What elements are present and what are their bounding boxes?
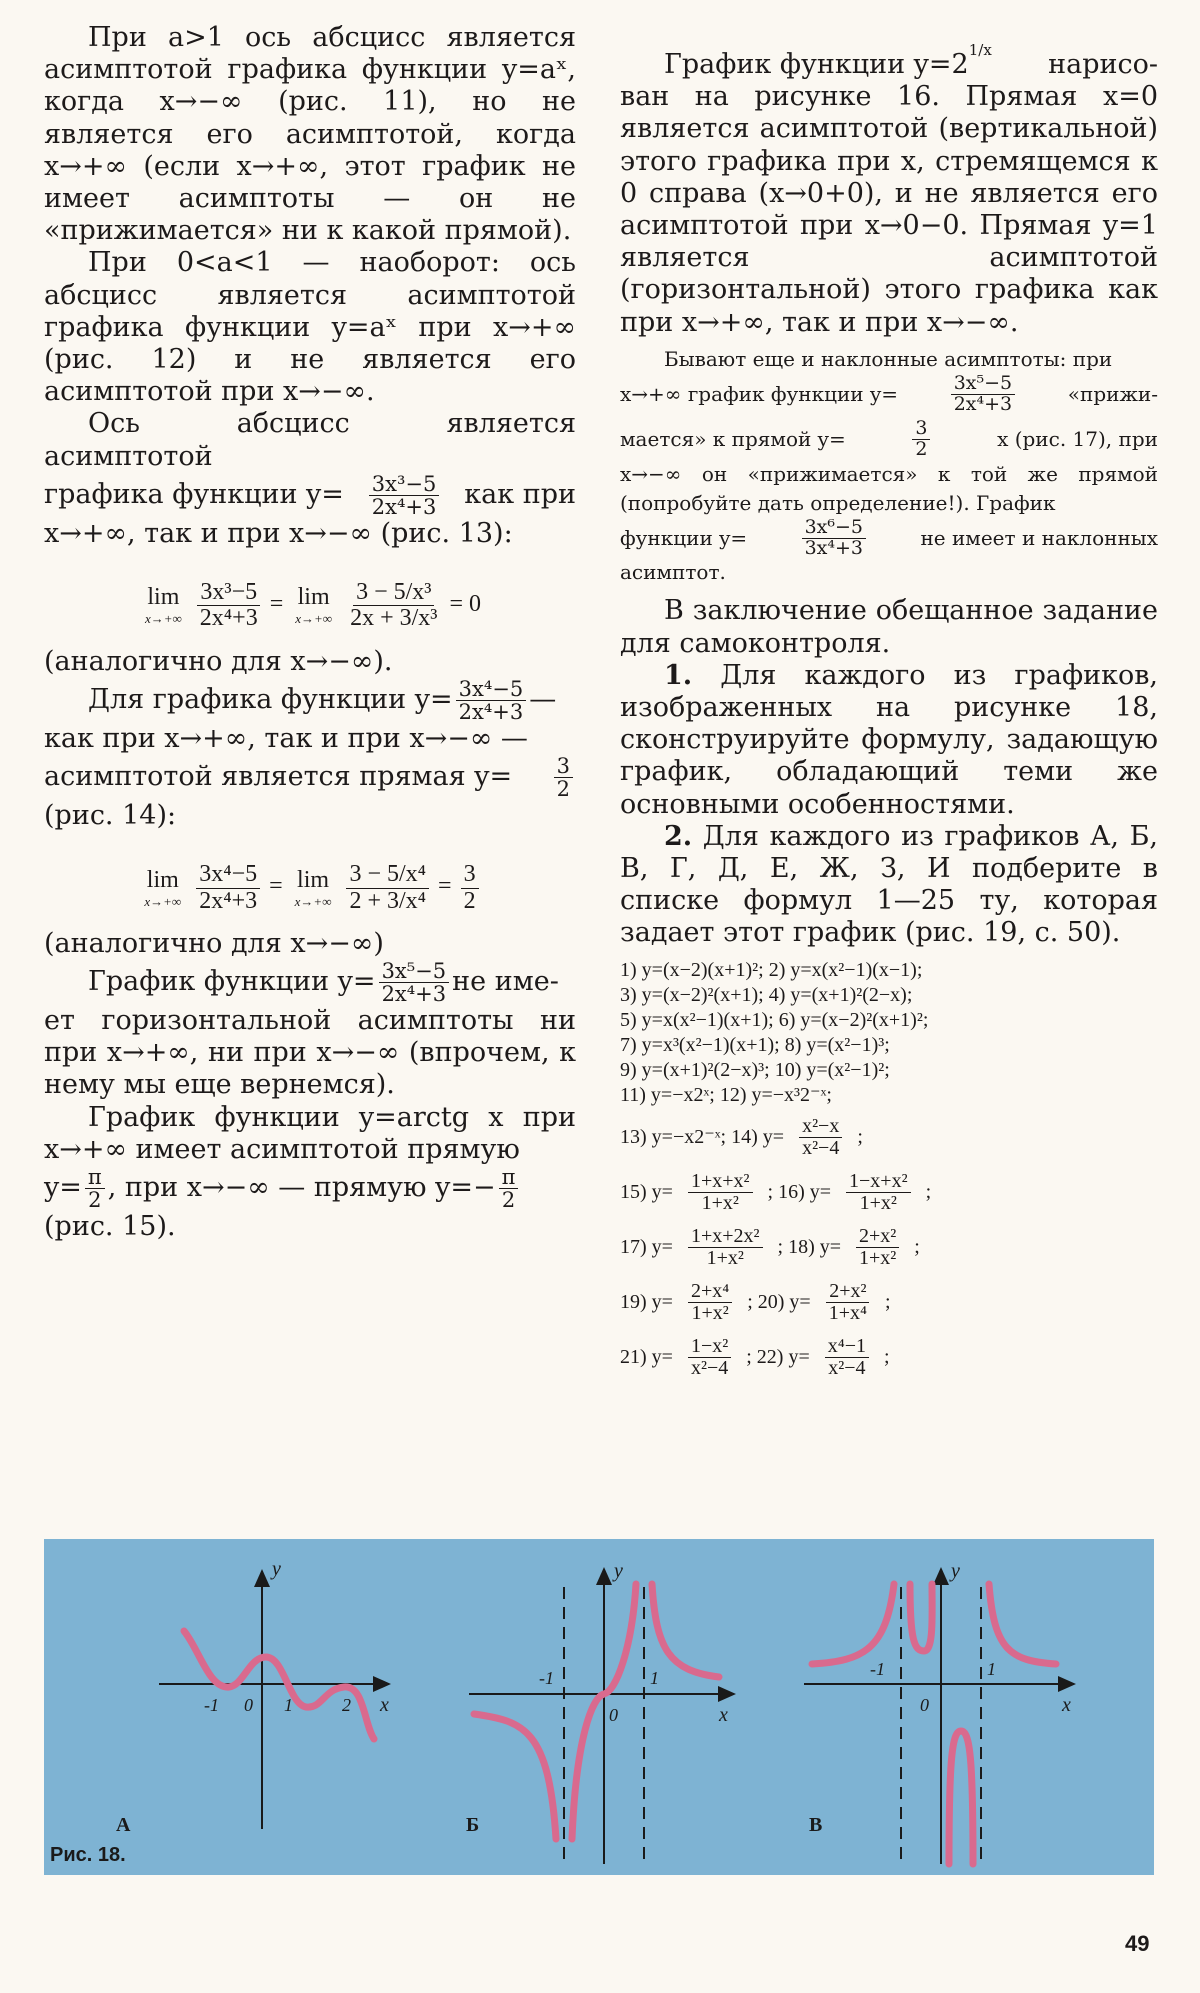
no-asym-text-post: не име-	[452, 966, 559, 998]
eq2-right-fraction	[346, 862, 429, 913]
graph-c-label: В	[809, 1814, 823, 1836]
left-column	[44, 22, 576, 1243]
no-asym-fraction	[379, 960, 450, 1005]
paragraph-exp-rest: ван на рисунке 16. Прямая x=0 является асимптотой (вертикальной) этого графика при x, стремящемся к 0 справа (x→0+0), и не является его асимптотой при x→0−0. Прямая y=1 является асимптотой (горизонтальной) этого графика как при x→+∞, так и при x→−∞.	[620, 81, 1158, 338]
lim-word: lim	[147, 584, 180, 611]
oblique-line-b	[620, 371, 1158, 415]
formula-b-label: ; 20) y=	[747, 1290, 811, 1313]
no-oblique-fraction	[802, 515, 866, 559]
graph-b-tick: -1	[539, 1668, 554, 1688]
formula-b-label: ; 16) y=	[767, 1180, 832, 1203]
arctg-mid-text: , при x→−∞ — прямую y=−	[107, 1172, 496, 1204]
lim-subscript: x→+∞	[294, 893, 332, 909]
no-asym-text-pre: График функции y=	[88, 966, 376, 998]
pi-den: 2	[88, 1188, 102, 1213]
paragraph-arctg-b	[44, 1166, 576, 1211]
formula-14-num: x²−x	[799, 1116, 842, 1138]
formula-a-fraction	[688, 1336, 731, 1379]
limit-1-left	[145, 584, 182, 627]
oblique-line-c	[620, 416, 1158, 460]
eq2-result-num: 3	[461, 862, 479, 888]
fig14-fraction	[456, 678, 527, 723]
oblique-slope	[912, 416, 930, 460]
formula-a-fraction	[688, 1281, 732, 1324]
graph-c-y-label: y	[951, 1560, 960, 1582]
graph-b-curve-right	[652, 1584, 719, 1677]
eq2-right-den: 2 + 3/x⁴	[349, 887, 427, 914]
formula-13-label: 13) y=−x2⁻ˣ; 14) y=	[620, 1125, 785, 1148]
fig13-fraction	[369, 473, 440, 518]
formula-14-fraction	[799, 1116, 842, 1159]
oblique-line-f: асимптот.	[620, 560, 726, 585]
formula-row-17-18	[620, 1226, 1158, 1269]
formula-b-fraction	[846, 1171, 911, 1214]
formula-row-end: ;	[914, 1235, 920, 1258]
paragraph-fig14-d: (рис. 14):	[44, 800, 177, 832]
fig14-asym-den: 2	[556, 777, 570, 802]
eq1-right-den: 2x + 3/x³	[350, 605, 438, 632]
no-oblique-den: 3x⁴+3	[804, 536, 864, 559]
graph-a	[116, 1558, 389, 1836]
formula-a-fraction	[688, 1171, 753, 1214]
formula-b-num: x⁴−1	[825, 1336, 869, 1358]
formula-line: 7) y=x³(x²−1)(x+1); 8) y=(x²−1)³;	[620, 1033, 890, 1056]
graph-a-tick: -1	[204, 1695, 219, 1715]
figure-18-graphs	[44, 1539, 1154, 1875]
formula-a-num: 1−x²	[688, 1336, 731, 1358]
graph-c-curve-upper-middle	[910, 1584, 932, 1651]
limit-equation-1	[44, 580, 576, 631]
formula-line: 9) y=(x+1)²(2−x)³; 10) y=(x²−1)²;	[620, 1058, 890, 1081]
formula-a-num: 1+x+2x²	[688, 1226, 763, 1248]
eq1-right-fraction	[347, 580, 440, 631]
formula-row-19-20	[620, 1281, 1158, 1324]
formula-14-den: x²−4	[802, 1136, 840, 1159]
limit-2-right	[295, 867, 332, 910]
arctg-pi-half	[85, 1166, 105, 1211]
slope-num: 3	[912, 419, 930, 440]
formula-a-num: 1+x+x²	[688, 1171, 753, 1193]
exp-text-pre	[664, 34, 992, 81]
graph-c-x-label: x	[1062, 1694, 1071, 1716]
formula-b-den: x²−4	[828, 1356, 866, 1379]
fig13-text-pre: графика функции y=	[44, 479, 344, 511]
formula-b-den: 1+x⁴	[828, 1301, 867, 1324]
graph-b-tick: 0	[609, 1705, 618, 1725]
eq1-result: = 0	[449, 591, 482, 618]
eq1-left-den: 2x⁴+3	[199, 605, 258, 632]
slope-den: 2	[915, 437, 928, 460]
paragraph-fig14-a	[44, 678, 576, 723]
graph-a-tick: 1	[284, 1695, 293, 1715]
formula-a-label: 21) y=	[620, 1345, 673, 1368]
paragraph-exp-a	[620, 34, 1158, 81]
graph-a-tick: 2	[342, 1695, 351, 1715]
formula-line: 11) y=−x2ˣ; 12) y=−x³2⁻ˣ;	[620, 1083, 832, 1106]
paragraph-a-greater-1: При a>1 ось абсцисс является асимптотой графика функции y=aˣ, когда x→−∞ (рис. 11), но не является его асимптотой, когда x→+∞ (если x→+∞, этот график не имеет асимптоты — он не «прижимается» ни к какой прямой).	[44, 22, 576, 247]
formula-a-num: 2+x⁴	[688, 1281, 732, 1303]
arctg-neg-pi-half	[499, 1166, 519, 1211]
oblique-den: 2x⁴+3	[953, 392, 1013, 415]
formula-a-label: 19) y=	[620, 1290, 673, 1313]
formula-b-num: 1−x+x²	[846, 1171, 911, 1193]
graph-a-x-label: x	[380, 1694, 389, 1716]
formula-list	[620, 958, 1158, 1379]
paragraph-fig14-b: как при x→+∞, так и при x→−∞ —	[44, 722, 528, 754]
formula-b-num: 2+x²	[826, 1281, 869, 1303]
oblique-line-d: x→−∞ он «прижимается» к той же прямой (попробуйте дать определение!). График	[620, 461, 1158, 515]
formula-a-label: 17) y=	[620, 1235, 673, 1258]
formula-b-label: ; 22) y=	[746, 1345, 810, 1368]
graph-a-tick: 0	[244, 1695, 253, 1715]
graph-c-tick: 1	[987, 1659, 996, 1679]
fig14-asymptote-text: асимптотой является прямая y=	[44, 761, 513, 793]
formula-a-den: 1+x²	[701, 1191, 739, 1214]
equals-sign: =	[269, 591, 284, 618]
formula-row-end: ;	[884, 1345, 890, 1368]
graph-b-tick: 1	[650, 1668, 659, 1688]
paragraph-self-check: В заключение обещанное задание для самоконтроля.	[620, 595, 1158, 659]
limit-equation-2	[44, 862, 576, 913]
oblique-text-pre: x→+∞ график функции y=	[620, 381, 899, 406]
eq2-left-num: 3x⁴−5	[196, 862, 260, 888]
task-2-text: Для каждого из графиков А, Б, В, Г, Д, Е, Ж, З, И подберите в списке формул 1—25 ту, которая задает этот график (рис. 19, с. 50).	[620, 820, 1158, 949]
page-number: 49	[1125, 1931, 1150, 1956]
oblique-line-post: x (рис. 17), при	[997, 426, 1158, 451]
paragraph-fig13-c: x→+∞, так и при x→−∞ (рис. 13):	[44, 517, 513, 549]
eq1-left-fraction	[197, 580, 261, 631]
formula-row-15-16	[620, 1171, 1158, 1214]
formula-row-13-14	[620, 1116, 1158, 1159]
oblique-text-post: «прижи-	[1067, 381, 1158, 406]
task-1-text: Для каждого из графиков, изображенных на рисунке 18, сконструируйте формулу, задающую график, обладающий теми же основными особенностями.	[620, 659, 1158, 820]
formula-row-end: ;	[925, 1180, 932, 1203]
exp-text-post: нарисо-	[1048, 49, 1158, 80]
graph-a-label: А	[116, 1814, 131, 1836]
graph-c-curve-lower-middle	[949, 1731, 973, 1864]
paragraph-fig14-c	[44, 755, 576, 800]
pi-num: π	[85, 1166, 105, 1189]
formula-a-label: 15) y=	[620, 1180, 673, 1203]
formula-b-den: 1+x²	[859, 1191, 897, 1214]
paragraph-a-less-1: При 0<a<1 — наоборот: ось абсцисс является асимптотой графика функции y=aˣ при x→+∞ (рис. 12) и не является его асимптотой при x→−∞.	[44, 247, 576, 408]
fig14-text-post: —	[529, 684, 557, 716]
fig14-denominator: 2x⁴+3	[458, 699, 524, 724]
oblique-num: 3x⁵−5	[951, 374, 1015, 395]
graph-b	[466, 1560, 734, 1864]
eq1-right-num: 3 − 5/x³	[353, 580, 434, 606]
oblique-fraction	[951, 371, 1015, 415]
formula-a-den: 1+x²	[691, 1301, 729, 1324]
eq1-left-num: 3x³−5	[197, 580, 260, 606]
graph-b-y-label: y	[614, 1560, 623, 1582]
task-2	[620, 821, 1158, 950]
fig14-asymptote-fraction	[554, 755, 573, 800]
lim-subscript: x→+∞	[295, 611, 333, 627]
limit-1-right	[295, 584, 332, 627]
lim-subscript: x→+∞	[144, 611, 182, 627]
fig13-text-post: как при	[464, 479, 576, 511]
lim-word: lim	[297, 584, 330, 611]
fig14-numerator: 3x⁴−5	[456, 678, 527, 701]
task-1-number: 1.	[664, 659, 693, 691]
pi-num: π	[499, 1166, 519, 1189]
exp-func: График функции y=2	[664, 49, 969, 80]
exp-power: 1/x	[968, 41, 992, 59]
paragraph-fig13-a: Ось абсцисс является асимптотой	[44, 408, 576, 472]
graph-c-curve-right	[989, 1584, 1056, 1664]
figure-18	[44, 1539, 1154, 1875]
pi-den: 2	[501, 1188, 516, 1213]
paragraph-fig13-b	[44, 473, 576, 518]
fig13-numerator: 3x³−5	[369, 473, 440, 496]
graph-c	[804, 1560, 1074, 1864]
paragraph-arctg: График функции y=arctg x при x→+∞ имеет асимптотой прямую	[44, 1101, 576, 1165]
formula-b-label: ; 18) y=	[777, 1235, 842, 1258]
formula-a-den: 1+x²	[706, 1246, 744, 1269]
fig13-denominator: 2x⁴+3	[371, 494, 437, 519]
no-oblique-post: не имеет и наклонных	[920, 525, 1158, 550]
formula-b-fraction	[826, 1281, 870, 1324]
formula-b-den: 1+x²	[859, 1246, 897, 1269]
eq2-left-fraction	[196, 862, 260, 913]
formula-b-num: 2+x²	[856, 1226, 899, 1248]
graph-b-curve-left	[474, 1714, 556, 1839]
formula-row-end: ;	[884, 1290, 891, 1313]
limit-2-left	[144, 867, 181, 910]
graph-c-curve-left	[812, 1584, 894, 1664]
lim-word: lim	[146, 866, 179, 893]
eq2-right-num: 3 − 5/x⁴	[346, 862, 429, 888]
no-asym-denominator: 2x⁴+3	[381, 981, 447, 1006]
graph-c-tick: -1	[870, 1659, 885, 1679]
formula-a-fraction	[688, 1226, 763, 1269]
no-oblique-pre: функции y=	[620, 525, 748, 550]
no-oblique-num: 3x⁶−5	[802, 518, 866, 539]
paragraph-fig-no-asym-b: ет горизонтальной асимптоты ни при x→+∞, ни при x→−∞ (впрочем, к нему мы еще вернемся).	[44, 1004, 576, 1101]
paragraph-analog-1: (аналогично для x→−∞).	[44, 645, 393, 677]
oblique-line-e	[620, 515, 1158, 559]
eq2-left-den: 2x⁴+3	[199, 887, 258, 914]
eq2-result-den: 2	[463, 887, 476, 914]
eq2-result-fraction	[461, 862, 479, 913]
formula-a-den: x²−4	[690, 1356, 729, 1379]
formula-14-tail: ;	[857, 1125, 863, 1148]
task-2-number: 2.	[664, 820, 693, 852]
oblique-line-a: Бывают еще и наклонные асимптоты: при	[664, 346, 1113, 371]
oblique-asymptote-block	[620, 345, 1158, 588]
graph-a-y-label: y	[272, 1558, 281, 1580]
arctg-y-eq: y=	[44, 1172, 82, 1204]
formula-line: 5) y=x(x²−1)(x+1); 6) y=(x−2)²(x+1)²;	[620, 1008, 929, 1031]
lim-word: lim	[297, 866, 330, 893]
graph-c-tick: 0	[920, 1695, 929, 1715]
formula-line: 1) y=(x−2)(x+1)²; 2) y=x(x²−1)(x−1);	[620, 958, 923, 981]
formula-b-fraction	[825, 1336, 869, 1379]
fig14-asym-num: 3	[554, 755, 573, 778]
right-column	[620, 22, 1158, 1391]
paragraph-arctg-c: (рис. 15).	[44, 1211, 176, 1243]
graph-b-label: Б	[466, 1814, 480, 1836]
oblique-line-text: мается» к прямой y=	[620, 426, 846, 451]
fig14-text-pre: Для графика функции y=	[88, 684, 453, 716]
task-1	[620, 660, 1158, 821]
paragraph-analog-2: (аналогично для x→−∞)	[44, 927, 384, 959]
no-asym-numerator: 3x⁵−5	[379, 960, 450, 983]
graph-b-x-label: x	[719, 1704, 728, 1726]
equals-sign: =	[269, 873, 283, 900]
formula-b-fraction	[856, 1226, 899, 1269]
formula-line: 3) y=(x−2)²(x+1); 4) y=(x+1)²(2−x);	[620, 983, 913, 1006]
lim-subscript: x→+∞	[144, 893, 182, 909]
figure-caption: Рис. 18.	[50, 1844, 126, 1866]
equals-sign: =	[438, 873, 452, 900]
formula-row-21-22	[620, 1336, 1158, 1379]
paragraph-fig-no-asym-a	[44, 960, 576, 1005]
